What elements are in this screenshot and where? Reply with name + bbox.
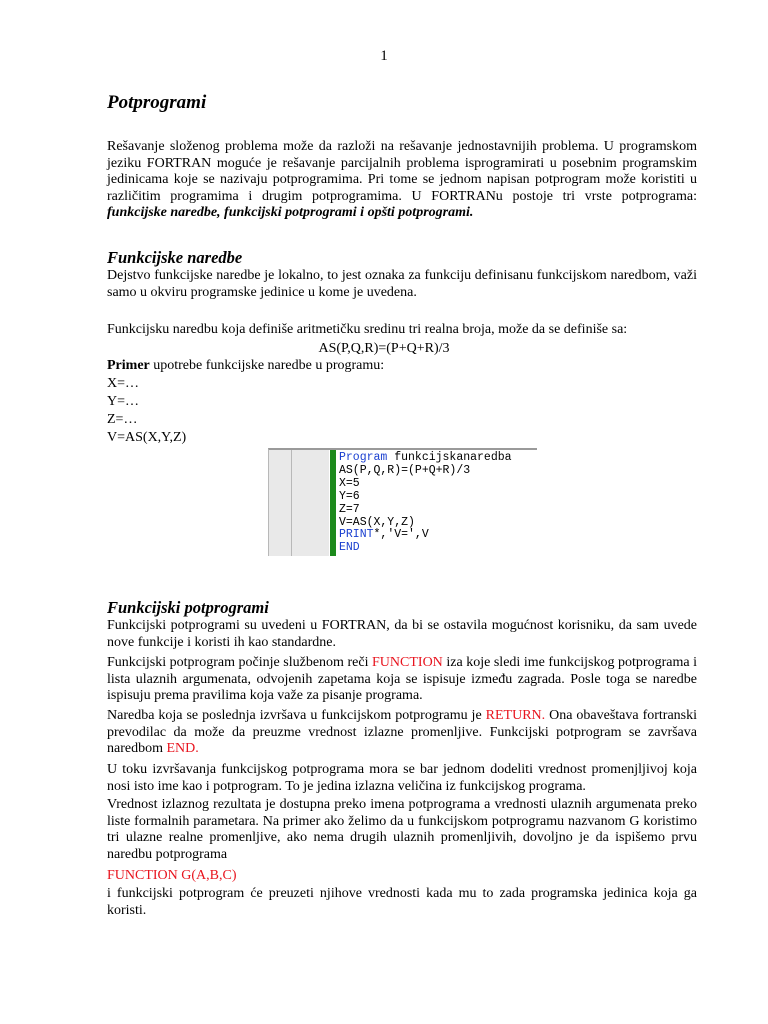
function-declaration-line: FUNCTION G(A,B,C) (107, 868, 237, 883)
code-line: Y=6 (339, 489, 360, 503)
editor-change-bar (330, 450, 336, 556)
section2-paragraph-1: Funkcijski potprogrami su uvedeni u FORTRAN, da bi se ostavila mogućnost korisniku, da sam uvede nove funkcije i koristi ih kao standardne. (107, 618, 697, 650)
section2-paragraph-3 (107, 708, 697, 758)
code-editor-snippet (268, 448, 537, 556)
keyword-return: RETURN. (485, 708, 546, 723)
code-keyword-end: END (339, 541, 360, 555)
formula: AS(P,Q,R)=(P+Q+R)/3 (318, 341, 450, 356)
code-block (339, 452, 512, 555)
section-heading-funkcijski-potprogrami: Funkcijski potprogrami (107, 598, 269, 617)
code-keyword-program: Program (339, 451, 388, 464)
code-program-name: funkcijskanaredba (387, 451, 512, 464)
example-line-v: V=AS(X,Y,Z) (107, 430, 187, 445)
editor-gutter-divider (291, 450, 292, 556)
example-intro (107, 358, 384, 375)
section1-paragraph-2: Funkcijsku naredbu koja definiše aritmetičku sredinu tri realna broja, može da se definiše sa: (107, 322, 628, 337)
code-keyword-print: PRINT (339, 528, 374, 542)
page-number: 1 (380, 48, 388, 64)
p3-text-b: Ona obaveštava fortranski prevodilac da može da preuzme vrednost izlazne promenljive. Funkcijski potprogram se završava naredbom (107, 708, 698, 756)
section2-paragraph-6: i funkcijski potprogram će preuzeti njihove vrednosti kada mu to zada programska jedinica koja ga koristi. (107, 886, 697, 918)
intro-text: Rešavanje složenog problema može da razloži na rešavanje jednostavnijih problema. U programskom jeziku FORTRAN moguće je rešavanje parcijalnih problema isprogramirati u posebnim programskim jedinicama koje se nazivaju potprogramima. Pri tome se jednom napisan potprogram može koristiti u različitim programima i drugim potprogramima. U FORTRANu postoje tri vrste potprograma: (107, 139, 697, 204)
section1-paragraph-1: Dejstvo funkcijske naredbe je lokalno, to jest oznaka za funkciju definisanu funkcijskom naredbom, važi samo u okviru programske jedinice u kome je uvedena. (107, 268, 697, 300)
code-line: X=5 (339, 476, 360, 490)
code-line: AS(P,Q,R)=(P+Q+R)/3 (339, 463, 471, 477)
intro-emphasis: funkcijske naredbe, funkcijski potprogrami i opšti potprogrami. (107, 205, 474, 220)
section2-paragraph-2 (107, 655, 697, 705)
example-line-y: Y=… (107, 394, 140, 409)
p2-text-a: Funkcijski potprogram počinje službenom reči (107, 655, 373, 670)
code-line: Z=7 (339, 502, 360, 516)
example-line-x: X=… (107, 376, 140, 391)
editor-gutter (269, 450, 329, 556)
code-print-args: *,'V=',V (373, 528, 429, 542)
example-line-z: Z=… (107, 412, 138, 427)
section2-paragraph-4: U toku izvršavanja funkcijskog potprograma mora se bar jednom dodeliti vrednost promenjljivoj koja nosi isto ime kao i potprogram. To je jedina izlazna veličina iz funkcijskog programa. (107, 762, 697, 794)
intro-paragraph (107, 139, 697, 222)
keyword-function: FUNCTION (372, 655, 443, 670)
code-line: V=AS(X,Y,Z) (339, 515, 415, 529)
example-text: upotrebe funkcijske naredbe u programu: (149, 358, 385, 373)
section-heading-funkcijske-naredbe: Funkcijske naredbe (107, 248, 243, 267)
section2-paragraph-5: Vrednost izlaznog rezultata je dostupna preko imena potprograma a vrednosti ulaznih argumenata preko liste formalnih parametara. Na primer ako želimo da u funkcijskom potprogramu nazvanom G koristimo tri ulazne realne promenljive, ako nema drugih ulaznih promenljivih, dovoljno je da ispišemo prvu naredbu potprograma (107, 797, 697, 862)
keyword-end: END. (166, 741, 199, 756)
p3-text-a: Naredba koja se poslednja izvršava u funkcijskom potprogramu je (107, 708, 486, 723)
example-label: Primer (107, 358, 150, 373)
p2-text-b: iza koje sledi ime funkcijskog potprograma i lista ulaznih argumenata, odvojenih zapetama koja se ispisuje između zagrada. Posle toga se naredbe ispisuju prema pravilima koja važe za pisanje programa. (107, 655, 697, 703)
page-title: Potprogrami (107, 92, 207, 113)
